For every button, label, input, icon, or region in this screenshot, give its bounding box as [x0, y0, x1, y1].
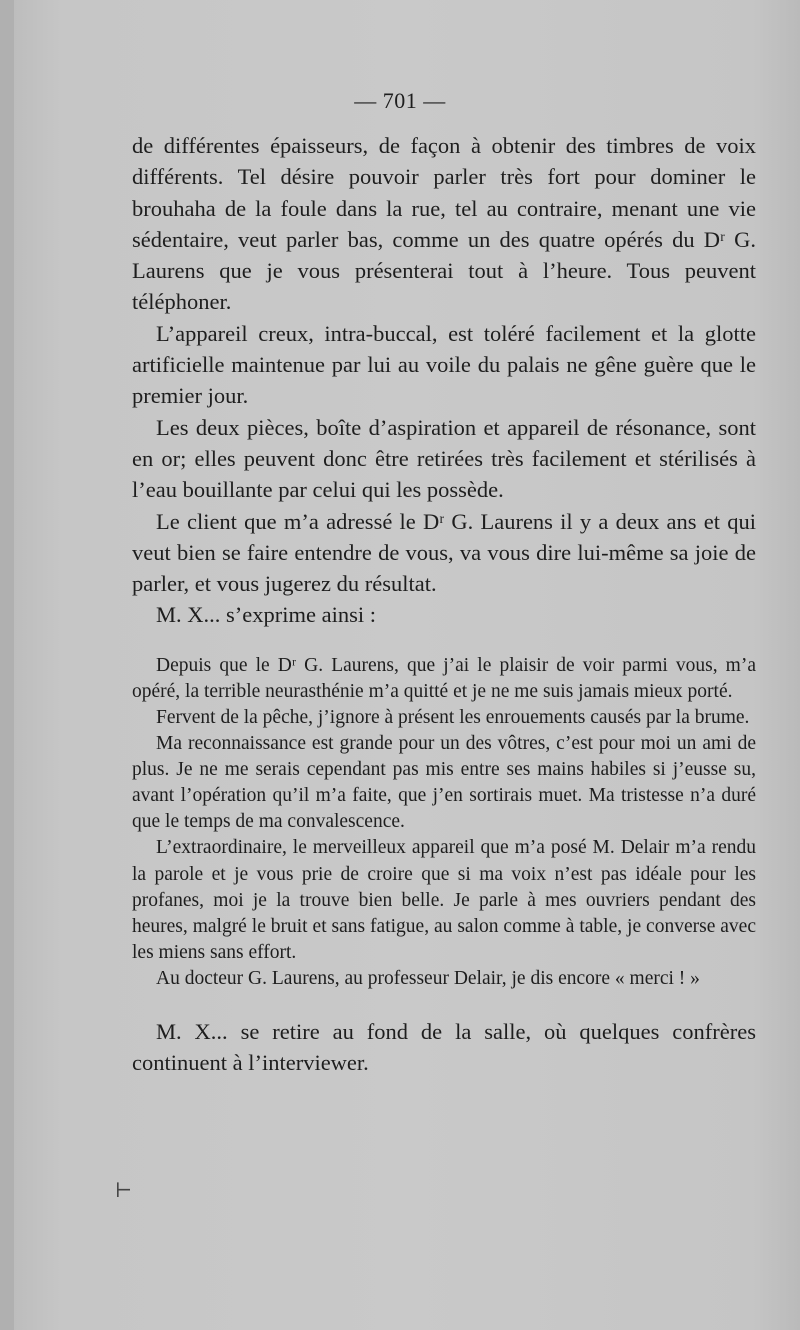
paragraph: Les deux pièces, boîte d’aspiration et appareil de résonance, sont en or; elles peuvent donc être retirées très facilement et stérilisés à l’eau bouillante par celui qui les possède. — [132, 414, 756, 503]
paragraph: de différentes épaisseurs, de façon à obtenir des timbres de voix différents. Tel désire pouvoir parler très fort pour dominer le brouhaha de la foule dans la rue, tel au contraire, menant une vie sédentaire, veut parler bas, comme un des quatre opérés du Dʳ G. Laurens que je vous présenterai tout à l’heure. Tous peuvent téléphoner. — [132, 133, 756, 315]
quoted-testimony — [132, 653, 756, 992]
page-text — [132, 130, 756, 1079]
closing-paragraph: M. X... se retire au fond de la salle, où quelques confrères continuent à l’interviewer. — [132, 1018, 756, 1076]
scan-gutter — [0, 0, 14, 1330]
quote-paragraph: L’extraordinaire, le merveilleux appareil que m’a posé M. Delair m’a rendu la parole et je vous prie de croire que si ma voix n’est pas idéale pour les profanes, moi je la trouve bien belle. Je parle à mes ouvriers pendant des heures, malgré le bruit et sans fatigue, au salon comme à table, je converse avec les miens sans effort. — [132, 837, 756, 963]
paragraph: Le client que m’a adressé le Dʳ G. Laurens il y a deux ans et qui veut bien se faire entendre de vous, va vous dire lui-même sa joie de parler, et vous jugerez du résultat. — [132, 508, 756, 597]
quote-paragraph: Au docteur G. Laurens, au professeur Delair, je dis encore « merci ! » — [156, 967, 700, 989]
paragraph: L’appareil creux, intra-buccal, est toléré facilement et la glotte artificielle maintenue par lui au voile du palais ne gêne guère que le premier jour. — [132, 320, 756, 409]
body-text — [132, 130, 756, 631]
closing-text — [132, 1016, 756, 1079]
quote-paragraph: Depuis que le Dʳ G. Laurens, que j’ai le plaisir de voir parmi vous, m’a opéré, la terrible neurasthénie m’a quitté et je ne me suis jamais mieux porté. — [132, 654, 756, 702]
margin-mark-icon: ⊢ — [115, 1180, 133, 1202]
paragraph: M. X... s’exprime ainsi : — [156, 602, 376, 628]
quote-paragraph: Ma reconnaissance est grande pour un des vôtres, c’est pour moi un ami de plus. Je ne me serais cependant pas mis entre ses mains habiles si j’eusse su, avant l’opération qu’il m’a faite, que j’en sortirais muet. Ma tristesse n’a duré que le temps de ma convalescence. — [132, 733, 756, 833]
page-number: — 701 — — [354, 88, 446, 113]
quote-paragraph: Fervent de la pêche, j’ignore à présent les enrouements causés par la brume. — [156, 706, 750, 728]
